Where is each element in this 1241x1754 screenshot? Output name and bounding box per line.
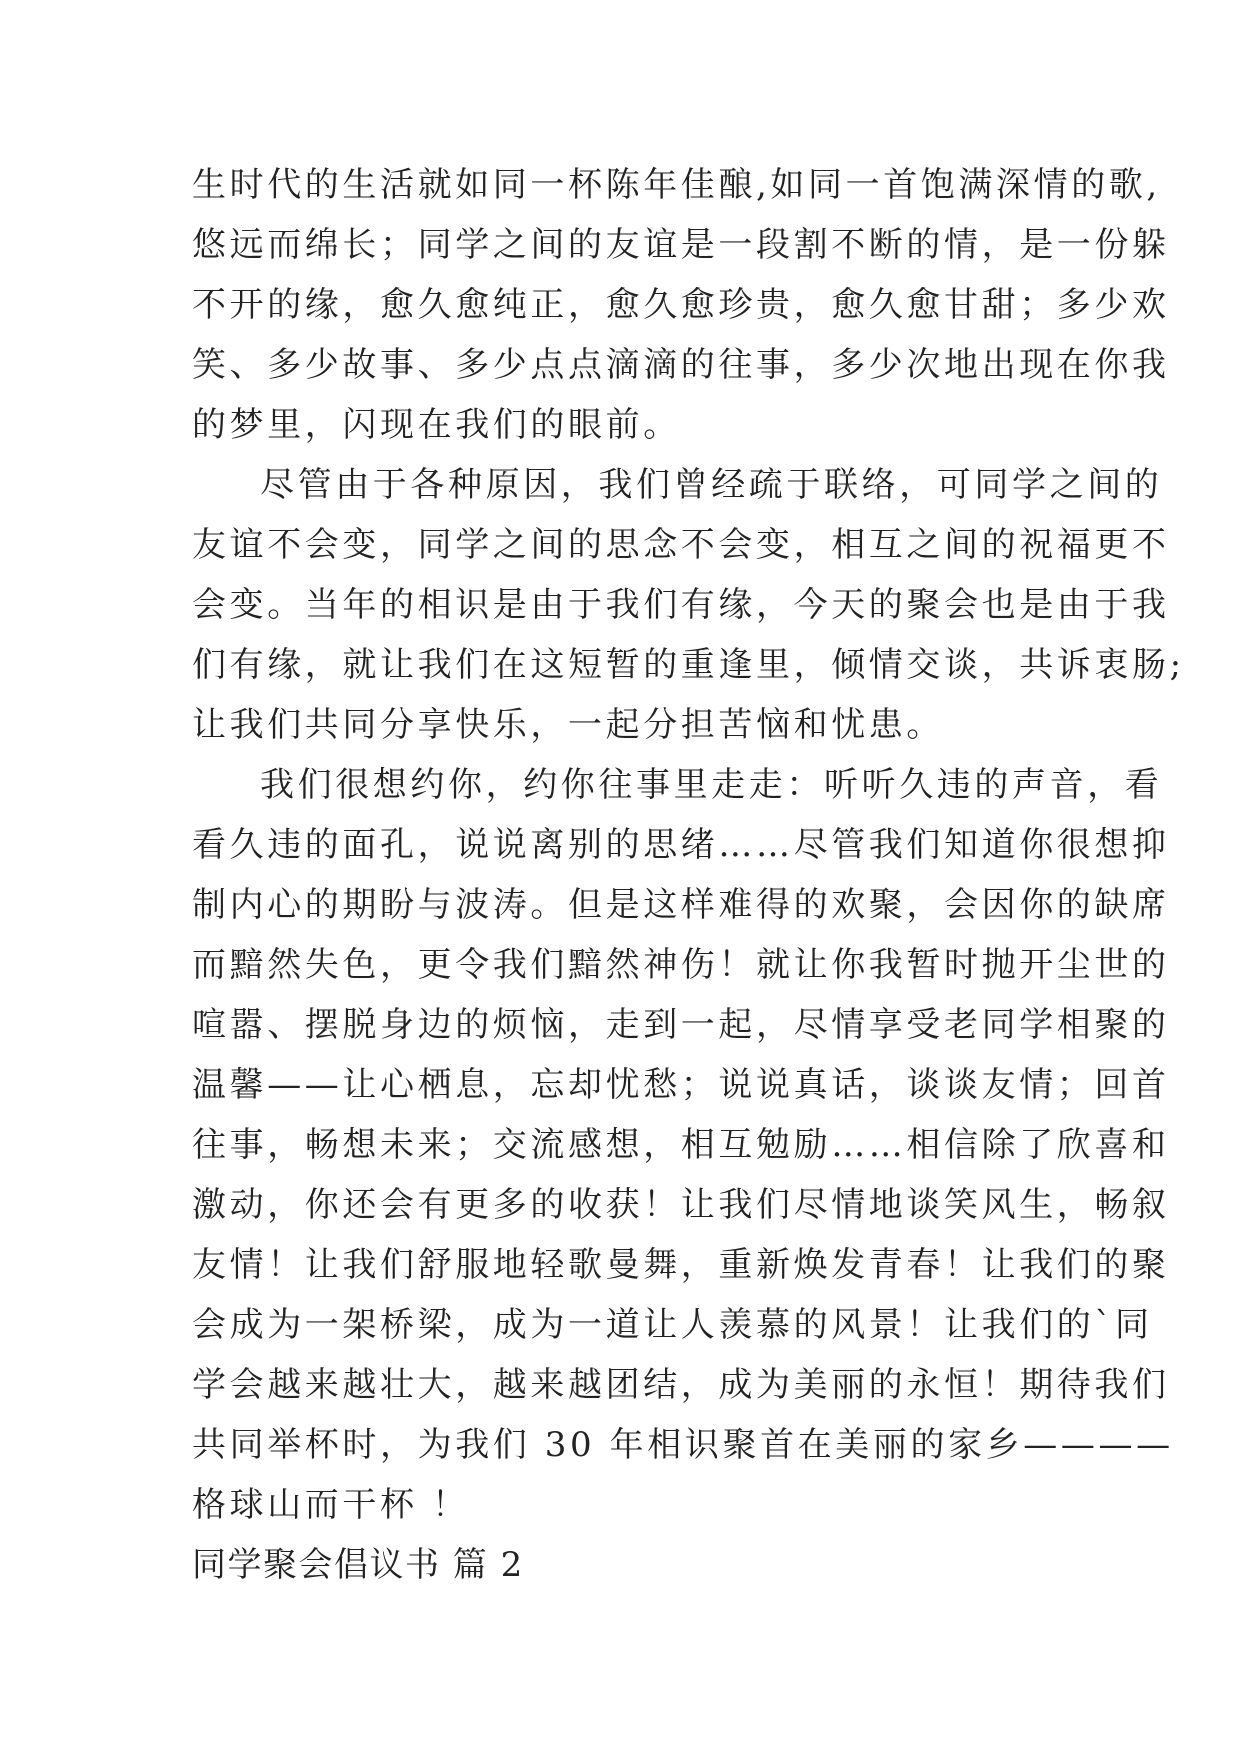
text-line: 让我们共同分享快乐，一起分担苦恼和忧患。 — [192, 705, 944, 745]
text-line: 而黯然失色，更令我们黯然神伤！就让你我暂时抛开尘世的 — [192, 945, 1170, 985]
text-line: 不开的缘，愈久愈纯正，愈久愈珍贵，愈久愈甘甜；多少欢 — [192, 285, 1170, 325]
text-line: 们有缘，就让我们在这短暂的重逢里，倾情交谈，共诉衷肠; — [192, 645, 1185, 685]
text-line: 笑、多少故事、多少点点滴滴的往事，多少次地出现在你我 — [192, 345, 1170, 385]
text-line: 往事，畅想未来；交流感想，相互勉励……相信除了欣喜和 — [192, 1125, 1170, 1165]
text-line: 激动，你还会有更多的收获！让我们尽情地谈笑风生，畅叙 — [192, 1185, 1170, 1225]
text-line: 的梦里，闪现在我们的眼前。 — [192, 405, 681, 445]
text-line: 学会越来越壮大，越来越团结，成为美丽的永恒！期待我们 — [192, 1365, 1170, 1405]
text-line: 友情！让我们舒服地轻歌曼舞，重新焕发青春！让我们的聚 — [192, 1245, 1170, 1285]
text-line: 会成为一架桥梁，成为一道让人羡慕的风景！让我们的`同 — [192, 1305, 1153, 1345]
text-line: 看久违的面孔，说说离别的思绪……尽管我们知道你很想抑 — [192, 825, 1170, 865]
text-line: 制内心的期盼与波涛。但是这样难得的欢聚，会因你的缺席 — [192, 885, 1170, 925]
text-line: 我们很想约你，约你往事里走走：听听久违的声音，看 — [260, 765, 1163, 805]
text-line: 共同举杯时，为我们 30 年相识聚首在美丽的家乡———— — [192, 1425, 1174, 1465]
section-heading: 同学聚会倡议书 篇 2 — [192, 1545, 524, 1585]
text-line: 温馨——让心栖息，忘却忧愁；说说真话，谈谈友情；回首 — [192, 1065, 1170, 1105]
text-line: 格球山而干杯 ！ — [192, 1485, 470, 1525]
text-line: 生时代的生活就如同一杯陈年佳酿,如同一首饱满深情的歌, — [192, 165, 1161, 205]
text-line: 悠远而绵长；同学之间的友谊是一段割不断的情，是一份躲 — [192, 225, 1170, 265]
text-line: 友谊不会变，同学之间的思念不会变，相互之间的祝福更不 — [192, 525, 1170, 565]
text-line: 喧嚣、摆脱身边的烦恼，走到一起，尽情享受老同学相聚的 — [192, 1005, 1170, 1045]
text-line: 尽管由于各种原因，我们曾经疏于联络，可同学之间的 — [260, 465, 1163, 505]
text-line: 会变。当年的相识是由于我们有缘，今天的聚会也是由于我 — [192, 585, 1170, 625]
